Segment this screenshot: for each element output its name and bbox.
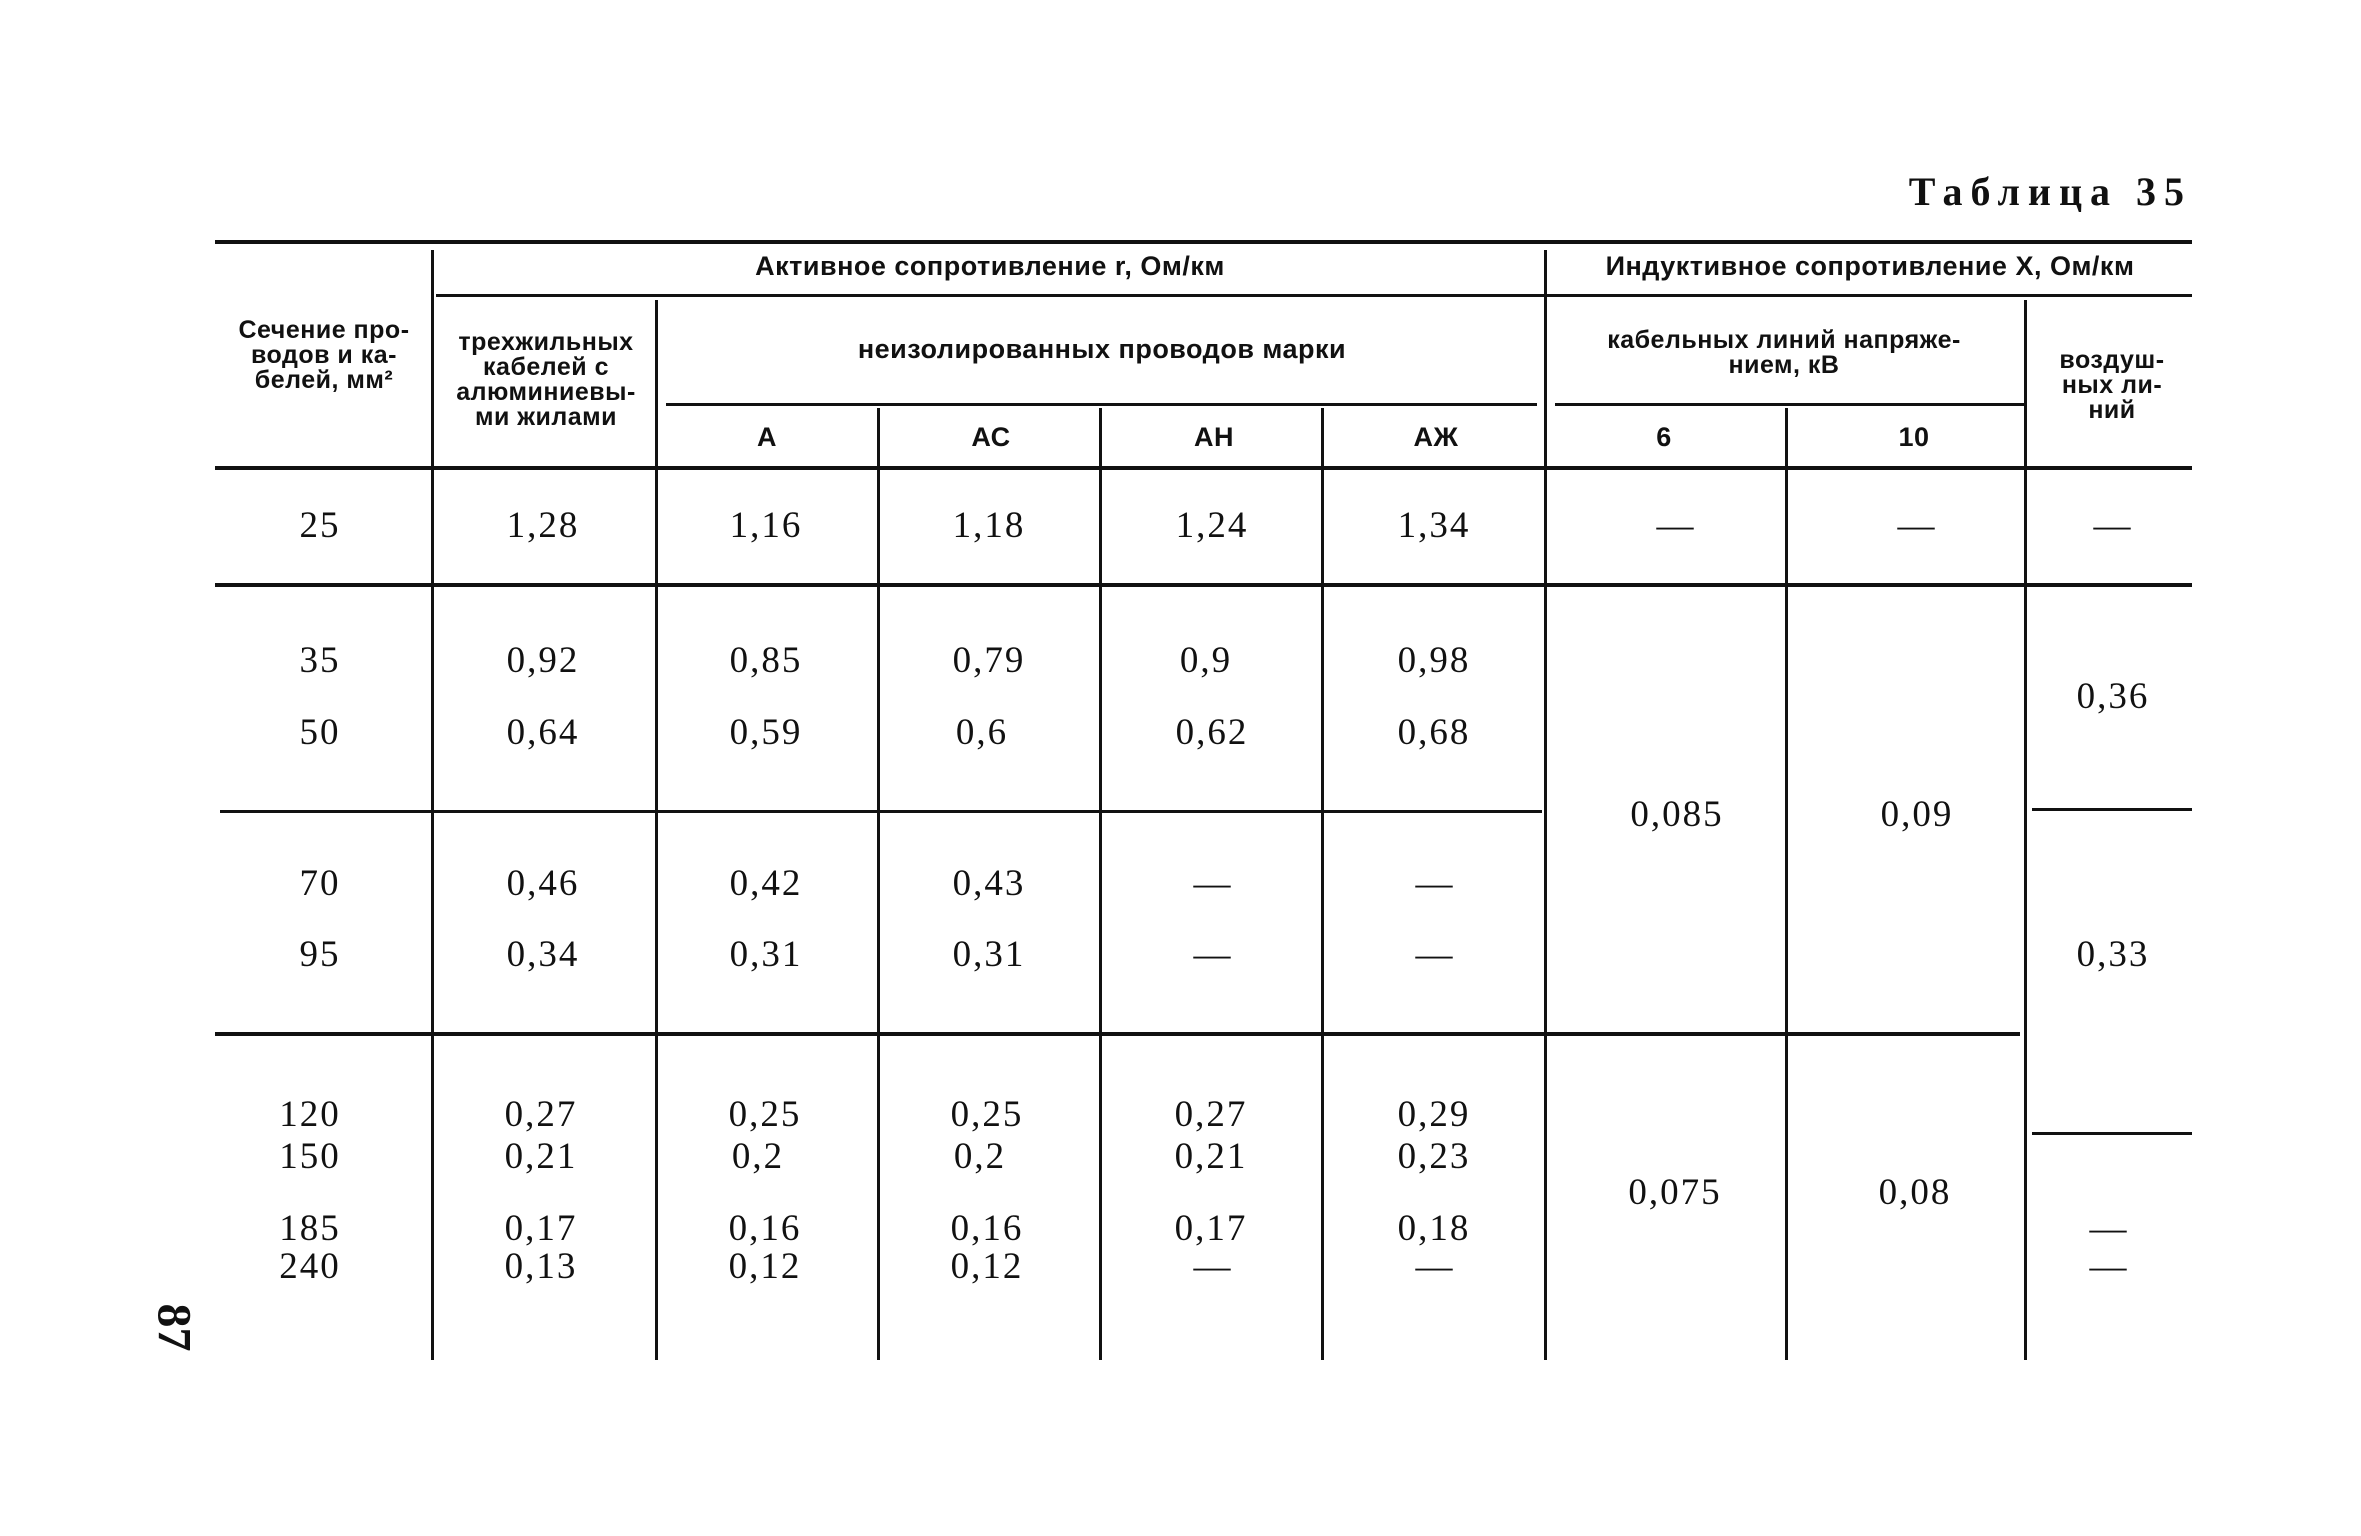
cell-A: 1,16 bbox=[729, 505, 803, 546]
cell-kv10-35-95: 0,09 bbox=[1880, 794, 1954, 835]
cell-overhead-25: — bbox=[2093, 505, 2131, 546]
cell-al3: 0,27 bbox=[504, 1094, 578, 1135]
cell-AN: 0,62 bbox=[1175, 712, 1249, 753]
cell-AC: 0,43 bbox=[952, 863, 1026, 904]
cell-section: 185 bbox=[279, 1208, 341, 1249]
rule-after-95 bbox=[215, 1032, 2020, 1036]
cell-overhead-70-95: 0,33 bbox=[2076, 934, 2150, 975]
vline-2 bbox=[655, 300, 658, 1360]
rule-kv bbox=[1555, 403, 2025, 406]
cell-A: 0,2 bbox=[731, 1136, 785, 1177]
cell-AN: 0,27 bbox=[1174, 1094, 1248, 1135]
cell-overhead-185: — bbox=[2089, 1208, 2127, 1249]
cell-al3: 1,28 bbox=[506, 505, 580, 546]
cell-AZh: — bbox=[1415, 1246, 1453, 1287]
vline-1 bbox=[431, 250, 434, 1360]
cell-AC: 1,18 bbox=[952, 505, 1026, 546]
cell-A: 0,16 bbox=[728, 1208, 802, 1249]
cell-al3: 0,13 bbox=[504, 1246, 578, 1287]
cell-section: 70 bbox=[299, 863, 341, 904]
cell-AN: 0,17 bbox=[1174, 1208, 1248, 1249]
cell-AN: — bbox=[1193, 1246, 1231, 1287]
cell-section: 150 bbox=[279, 1136, 341, 1177]
vline-7 bbox=[1785, 408, 1788, 1360]
cell-section: 120 bbox=[279, 1094, 341, 1135]
cell-AC: 0,12 bbox=[950, 1246, 1024, 1287]
rule-overhead-033 bbox=[2032, 1132, 2192, 1135]
rule-overhead-036 bbox=[2032, 808, 2192, 811]
cell-AC: 0,6 bbox=[955, 712, 1009, 753]
cell-al3: 0,92 bbox=[506, 640, 580, 681]
cell-al3: 0,46 bbox=[506, 863, 580, 904]
table-caption: Таблица 35 bbox=[1908, 169, 2192, 214]
cell-AZh: 1,34 bbox=[1397, 505, 1471, 546]
cell-A: 0,85 bbox=[729, 640, 803, 681]
vline-5 bbox=[1321, 408, 1324, 1360]
cell-A: 0,59 bbox=[729, 712, 803, 753]
header-brand-AN: АН bbox=[1194, 422, 1234, 452]
cell-A: 0,25 bbox=[728, 1094, 802, 1135]
cell-A: 0,31 bbox=[729, 934, 803, 975]
header-kv6: 6 bbox=[1656, 422, 1672, 452]
cell-A: 0,12 bbox=[728, 1246, 802, 1287]
cell-AN: 0,9 bbox=[1179, 640, 1233, 681]
header-uninsulated: неизолированных проводов марки bbox=[857, 334, 1347, 364]
vline-3 bbox=[877, 408, 880, 1360]
cell-AC: 0,2 bbox=[953, 1136, 1007, 1177]
cell-AZh: — bbox=[1415, 863, 1453, 904]
header-overhead: воздуш- ных ли- ний bbox=[2059, 346, 2165, 424]
cell-section: 25 bbox=[299, 505, 341, 546]
rule-group-header bbox=[436, 294, 2192, 297]
header-brand-AC: АС bbox=[971, 422, 1011, 452]
page-number: 87 bbox=[147, 1303, 201, 1352]
cell-overhead-240: — bbox=[2089, 1246, 2127, 1287]
header-kv10: 10 bbox=[1898, 422, 1930, 452]
cell-overhead-35-50: 0,36 bbox=[2076, 676, 2150, 717]
cell-al3: 0,64 bbox=[506, 712, 580, 753]
rule-after-50 bbox=[220, 810, 1542, 813]
header-active-group: Активное сопротивление r, Ом/км bbox=[755, 251, 1225, 281]
cell-AC: 0,16 bbox=[950, 1208, 1024, 1249]
cell-AN: — bbox=[1193, 934, 1231, 975]
cell-kv10-25: — bbox=[1897, 505, 1935, 546]
cell-AZh: 0,98 bbox=[1397, 640, 1471, 681]
cell-AN: — bbox=[1193, 863, 1231, 904]
cell-AZh: — bbox=[1415, 934, 1453, 975]
cell-kv6-120-240: 0,075 bbox=[1628, 1172, 1722, 1213]
cell-section: 95 bbox=[299, 934, 341, 975]
header-brand-AZh: АЖ bbox=[1413, 422, 1459, 452]
rule-after-25 bbox=[215, 583, 2192, 587]
cell-kv6-25: — bbox=[1656, 505, 1694, 546]
header-three-core: трехжильных кабелей с алюминиевы- ми жилами bbox=[456, 328, 636, 431]
cell-kv10-120-240: 0,08 bbox=[1878, 1172, 1952, 1213]
rule-top bbox=[215, 240, 2192, 244]
cell-AZh: 0,18 bbox=[1397, 1208, 1471, 1249]
vline-4 bbox=[1099, 408, 1102, 1360]
cell-al3: 0,17 bbox=[504, 1208, 578, 1249]
cell-kv6-35-95: 0,085 bbox=[1630, 794, 1724, 835]
header-cable-lines: кабельных линий напряже- нием, кВ bbox=[1607, 326, 1961, 379]
cell-AC: 0,79 bbox=[952, 640, 1026, 681]
cell-AZh: 0,29 bbox=[1397, 1094, 1471, 1135]
rule-header-bottom bbox=[215, 466, 2192, 470]
rule-brands bbox=[666, 403, 1537, 406]
cell-AZh: 0,68 bbox=[1397, 712, 1471, 753]
cell-AC: 0,25 bbox=[950, 1094, 1024, 1135]
cell-AN: 0,21 bbox=[1174, 1136, 1248, 1177]
cell-A: 0,42 bbox=[729, 863, 803, 904]
cell-AC: 0,31 bbox=[952, 934, 1026, 975]
header-brand-A: А bbox=[757, 422, 777, 452]
cell-section: 35 bbox=[299, 640, 341, 681]
header-section: Сечение про- водов и ка- белей, мм² bbox=[238, 316, 410, 394]
vline-8 bbox=[2024, 300, 2027, 1360]
cell-section: 240 bbox=[279, 1246, 341, 1287]
cell-AN: 1,24 bbox=[1175, 505, 1249, 546]
cell-AZh: 0,23 bbox=[1397, 1136, 1471, 1177]
cell-al3: 0,34 bbox=[506, 934, 580, 975]
vline-6 bbox=[1544, 250, 1547, 1360]
cell-al3: 0,21 bbox=[504, 1136, 578, 1177]
header-inductive-group: Индуктивное сопротивление X, Ом/км bbox=[1605, 251, 2135, 281]
cell-section: 50 bbox=[299, 712, 341, 753]
